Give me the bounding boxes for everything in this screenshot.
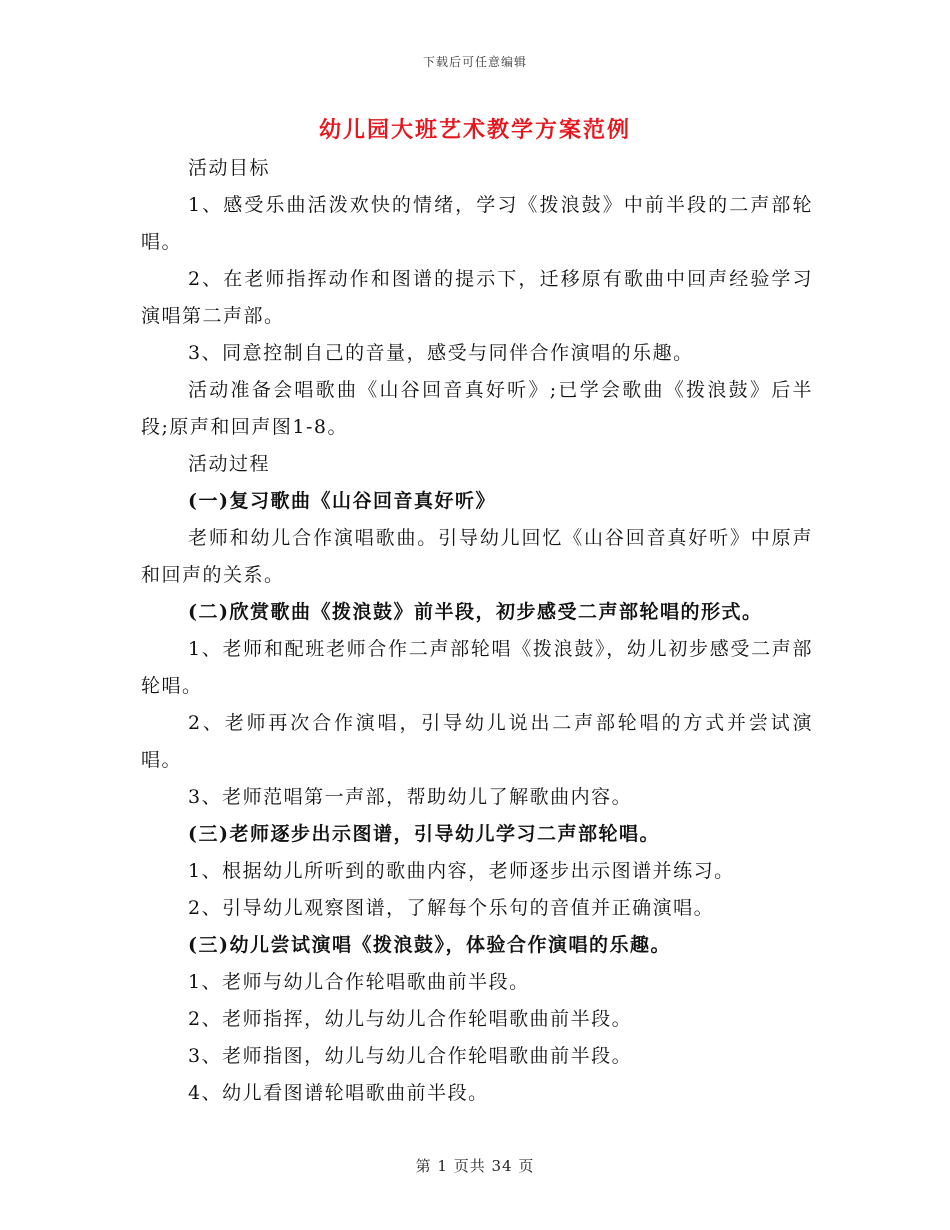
paragraph-section-2-step-3: 3、老师范唱第一声部，帮助幼儿了解歌曲内容。 — [188, 786, 633, 808]
paragraph-section-3-step-1: 1、根据幼儿所听到的歌曲内容，老师逐步出示图谱并练习。 — [188, 860, 735, 882]
paragraph-section-4-step-1: 1、老师与幼儿合作轮唱歌曲前半段。 — [188, 971, 530, 993]
paragraph-preparation: 活动准备会唱歌曲《山谷回音真好听》;已学会歌曲《拨浪鼓》后半段;原声和回声图1-8。 — [141, 379, 813, 438]
page-number: 第 1 页共 34 页 — [415, 1157, 535, 1175]
paragraph-section-1: 老师和幼儿合作演唱歌曲。引导幼儿回忆《山谷回音真好听》中原声和回声的关系。 — [141, 527, 813, 586]
section-heading-2: (二)欣赏歌曲《拨浪鼓》前半段，初步感受二声部轮唱的形式。 — [188, 601, 763, 623]
paragraph-section-4-step-2: 2、老师指挥，幼儿与幼儿合作轮唱歌曲前半段。 — [188, 1008, 633, 1030]
paragraph-section-3-step-2: 2、引导幼儿观察图谱，了解每个乐句的音值并正确演唱。 — [188, 897, 715, 919]
paragraph-goal-1: 1、感受乐曲活泼欢快的情绪，学习《拨浪鼓》中前半段的二声部轮唱。 — [141, 194, 813, 253]
paragraph-goals-heading: 活动目标 — [188, 157, 271, 179]
paragraph-section-4-step-4: 4、幼儿看图谱轮唱歌曲前半段。 — [188, 1082, 489, 1104]
paragraph-process-heading: 活动过程 — [188, 453, 271, 475]
section-heading-4: (三)幼儿尝试演唱《拨浪鼓》，体验合作演唱的乐趣。 — [188, 934, 671, 956]
header-note: 下载后可任意编辑 — [422, 55, 527, 69]
document-body — [141, 150, 813, 1112]
document-title: 幼儿园大班艺术教学方案范例 — [318, 117, 631, 143]
paragraph-section-4-step-3: 3、老师指图，幼儿与幼儿合作轮唱歌曲前半段。 — [188, 1045, 633, 1067]
section-heading-3: (三)老师逐步出示图谱，引导幼儿学习二声部轮唱。 — [188, 823, 660, 845]
section-heading-1: (一)复习歌曲《山谷回音真好听》 — [188, 490, 496, 512]
paragraph-section-2-step-1: 1、老师和配班老师合作二声部轮唱《拨浪鼓》，幼儿初步感受二声部轮唱。 — [141, 638, 813, 697]
paragraph-goal-2: 2、在老师指挥动作和图谱的提示下，迁移原有歌曲中回声经验学习演唱第二声部。 — [141, 268, 813, 327]
paragraph-section-2-step-2: 2、老师再次合作演唱，引导幼儿说出二声部轮唱的方式并尝试演唱。 — [141, 712, 813, 771]
paragraph-goal-3: 3、同意控制自己的音量，感受与同伴合作演唱的乐趣。 — [188, 342, 694, 364]
